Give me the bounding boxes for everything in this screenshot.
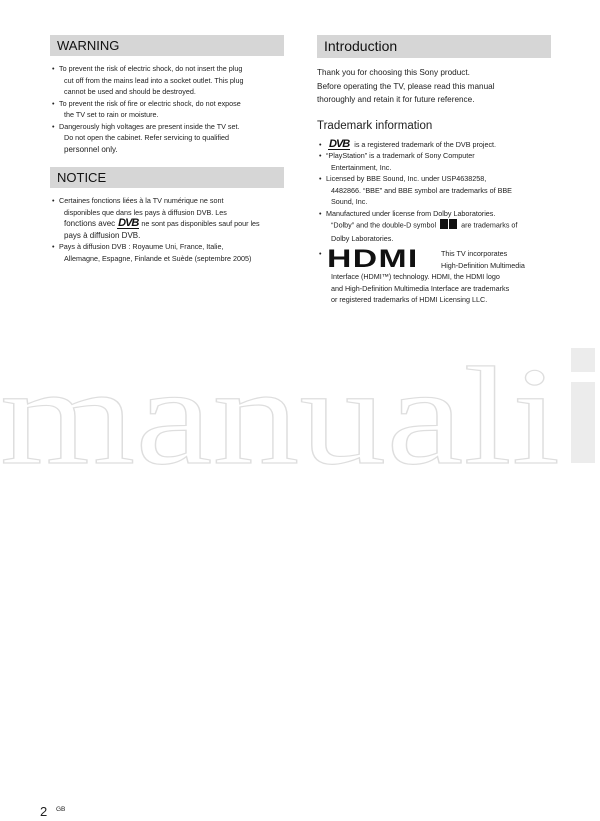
dvb-logo-icon: DVB (329, 138, 350, 151)
warning-item (50, 63, 284, 98)
notice-dvb-line (59, 218, 284, 230)
hdmi-logo-icon: • HDMI (327, 245, 419, 274)
trademark-text: “PlayStation” is a trademark of Sony Computer (326, 151, 475, 161)
warning-item-text: the TV set to rain or moisture. (64, 110, 159, 119)
warning-item-text: To prevent the risk of fire or electric shock, do not expose (59, 98, 241, 108)
trademark-text: Dolby Laboratories. (331, 233, 394, 243)
notice-heading: NOTICE (50, 167, 284, 188)
trademark-text: Manufactured under license from Dolby Laboratories. (326, 208, 496, 218)
notice-text: Certaines fonctions liées à la TV numérique ne sont (59, 196, 224, 205)
trademark-text: 4482866. “BBE” and BBE symbol are trademarks of BBE (331, 185, 512, 195)
trademark-text: Entertainment, Inc. (331, 162, 392, 172)
dolby-line (326, 219, 551, 233)
warning-item (50, 121, 284, 156)
trademark-text: Sound, Inc. (331, 197, 368, 207)
warning-item-text: cannot be used and should be destroyed. (64, 87, 196, 96)
trademark-heading: Trademark information (317, 119, 433, 132)
intro-line: thoroughly and retain it for future reference. (317, 95, 475, 104)
trademark-text: is a registered trademark of the DVB project. (354, 139, 497, 149)
left-column (50, 35, 284, 264)
watermark-dot (571, 348, 595, 372)
watermark-bar (571, 382, 595, 463)
notice-text: Allemagne, Espagne, Finlande et Suède (septembre 2005) (64, 253, 252, 263)
warning-item (50, 98, 284, 121)
warning-item-text: To prevent the risk of electric shock, do not insert the plug (59, 64, 243, 73)
trademark-text: “Dolby” and the double-D symbol (331, 220, 437, 230)
introduction-text (317, 66, 551, 107)
dvb-logo-icon: DVB (118, 217, 139, 230)
notice-text: Pays à diffusion DVB : Royaume Uni, France, Italie, (59, 242, 224, 251)
trademark-item-hdmi (317, 245, 551, 306)
page-language-code: GB (56, 806, 66, 813)
warning-list (50, 63, 284, 155)
trademark-item-dvb (317, 139, 551, 151)
page-number: 2 (40, 804, 48, 819)
notice-text: pays à diffusion DVB. (64, 230, 141, 240)
warning-item-text: Dangerously high voltages are present inside the TV set. (59, 121, 240, 131)
warning-item-text: Do not open the cabinet. Refer servicing to qualified (64, 133, 230, 142)
trademark-text: are trademarks of (461, 220, 518, 230)
warning-item-text: personnel only. (64, 144, 118, 154)
intro-line: Thank you for choosing this Sony product. (317, 68, 470, 77)
notice-text: fonctions avec (64, 219, 116, 228)
notice-item (50, 195, 284, 241)
trademark-list (317, 139, 551, 306)
introduction-heading: Introduction (317, 35, 551, 58)
dolby-double-d-icon (440, 219, 457, 233)
hdmi-side-text (441, 248, 525, 271)
warning-heading: WARNING (50, 35, 284, 56)
watermark (0, 330, 600, 480)
trademark-text: High-Definition Multimedia (441, 260, 525, 270)
trademark-item-bbe (317, 173, 551, 208)
intro-line: Before operating the TV, please read this manual (317, 81, 495, 91)
hdmi-row (326, 245, 551, 274)
notice-text: ne sont pas disponibles sauf pour les (141, 219, 260, 228)
watermark-text: manuali (0, 339, 560, 480)
trademark-text: or registered trademarks of HDMI Licensing LLC. (331, 295, 488, 305)
right-column (317, 35, 551, 306)
notice-item (50, 241, 284, 264)
trademark-text: and High-Definition Multimedia Interface are trademarks (331, 283, 510, 293)
notice-list (50, 195, 284, 264)
warning-item-text: cut off from the mains lead into a socket outlet. This plug (64, 75, 244, 85)
trademark-text: Interface (HDMI™) technology. HDMI, the HDMI logo (331, 272, 500, 282)
trademark-item-dolby (317, 208, 551, 245)
trademark-item-playstation (317, 150, 551, 173)
trademark-text: This TV incorporates (441, 249, 508, 259)
notice-text: disponibles que dans les pays à diffusion DVB. Les (64, 207, 227, 217)
trademark-text: Licensed by BBE Sound, Inc. under USP4638258, (326, 174, 487, 184)
